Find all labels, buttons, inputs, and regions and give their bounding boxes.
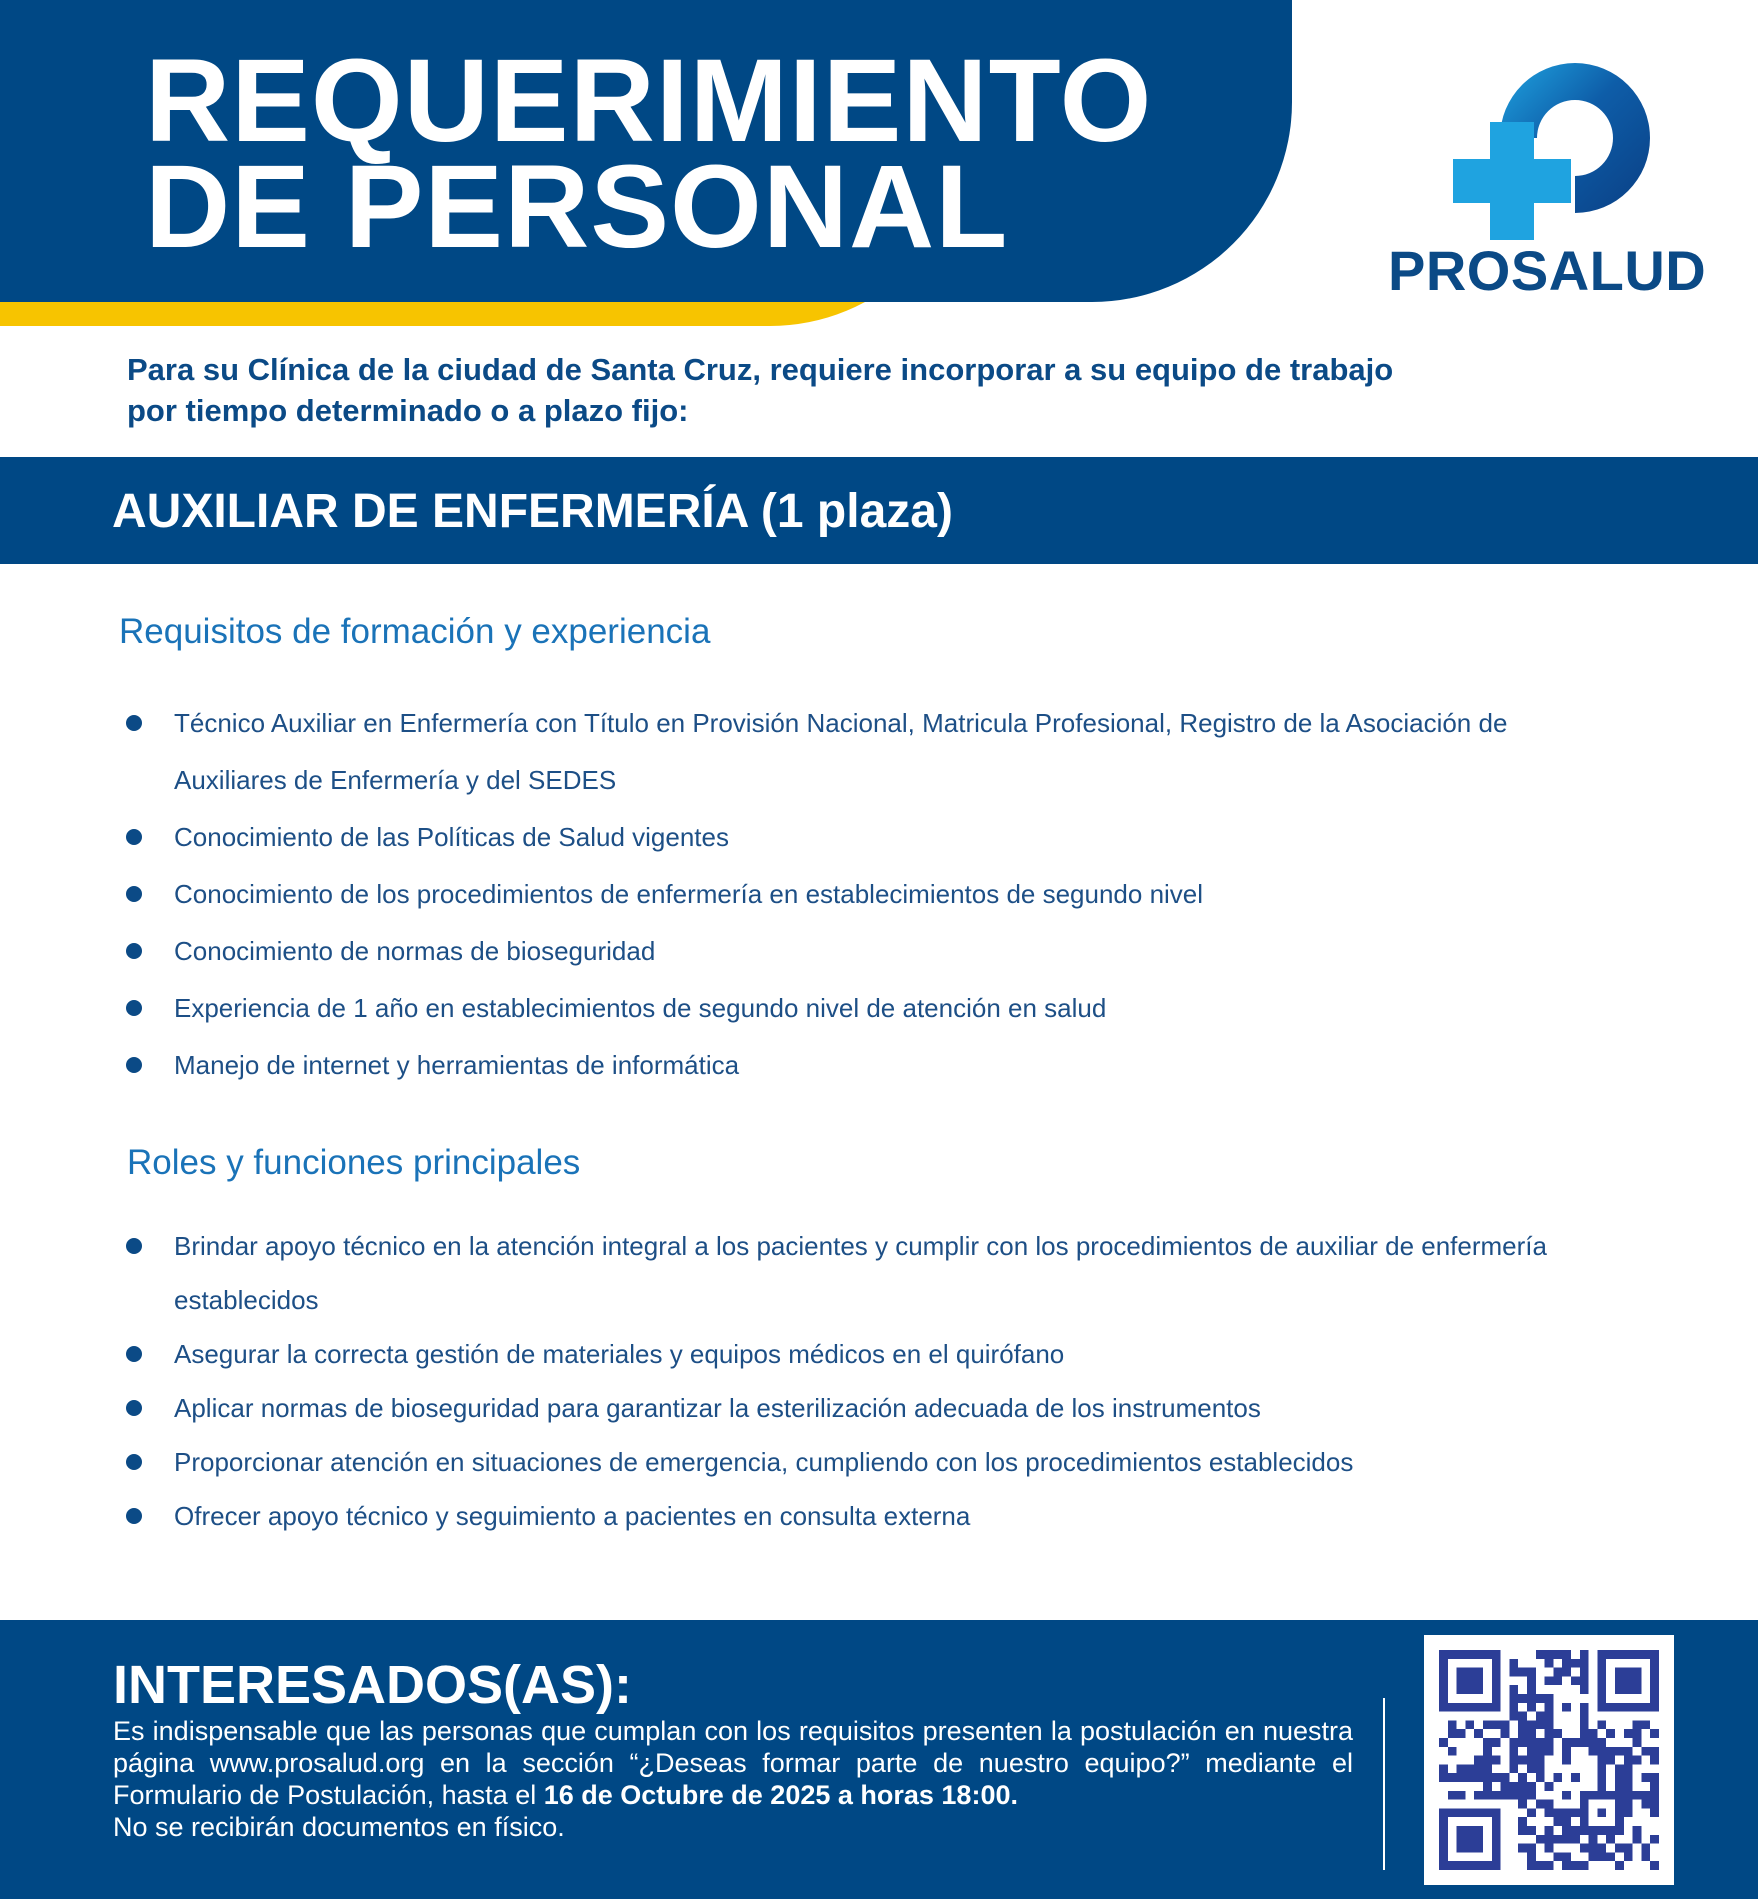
bullet-icon: [126, 886, 142, 902]
list-item-text: Experiencia de 1 año en establecimientos de segundo nivel de atención en salud: [174, 993, 1107, 1023]
roles-heading: Roles y funciones principales: [127, 1143, 581, 1182]
list-item: [120, 1381, 1560, 1435]
list-item: [120, 1037, 1560, 1094]
list-item-text: Conocimiento de los procedimientos de enfermería en establecimientos de segundo nivel: [174, 879, 1204, 909]
application-instructions: [113, 1715, 1353, 1843]
bullet-icon: [126, 715, 142, 731]
intro-text: [127, 349, 1427, 431]
list-item: [120, 866, 1560, 923]
roles-list: [120, 1219, 1560, 1543]
list-item: [120, 1435, 1560, 1489]
list-item: [120, 1327, 1560, 1381]
list-item-text: Manejo de internet y herramientas de informática: [174, 1050, 740, 1080]
list-item: [120, 923, 1560, 980]
list-item-text: Proporcionar atención en situaciones de emergencia, cumpliendo con los procedimientos establecidos: [174, 1447, 1354, 1477]
list-item: [120, 1489, 1560, 1543]
page-title-line-2: DE PERSONAL: [145, 141, 1009, 273]
bullet-icon: [126, 829, 142, 845]
page-title-line-1: REQUERIMIENTO: [145, 35, 1153, 167]
position-banner: [0, 457, 1758, 564]
bullet-icon: [126, 1508, 142, 1524]
bullet-icon: [126, 1238, 142, 1254]
footer-divider: [1383, 1698, 1385, 1870]
instructions-text: Es indispensable que las personas que cumplan con los requisitos presenten la postulación en nuestra página www.prosalud.org en la sección “¿Deseas formar parte de nuestro equipo?” mediante el Formulario de Postulación, hasta el: [113, 1716, 1353, 1810]
list-item-text: Conocimiento de las Políticas de Salud vigentes: [174, 822, 729, 852]
qr-code-icon: [1439, 1650, 1659, 1870]
bullet-icon: [126, 1400, 142, 1416]
bullet-icon: [126, 1346, 142, 1362]
page-title: [145, 35, 1153, 273]
requirements-list: [120, 695, 1560, 1094]
list-item: [120, 695, 1560, 809]
logo-wordmark: PROSALUD: [1388, 239, 1707, 302]
qr-code[interactable]: [1424, 1635, 1674, 1885]
bullet-icon: [126, 1454, 142, 1470]
deadline-text: 16 de Octubre de 2025 a horas 18:00.: [543, 1780, 1018, 1810]
bullet-icon: [126, 1000, 142, 1016]
bullet-icon: [126, 943, 142, 959]
list-item-text: Brindar apoyo técnico en la atención integral a los pacientes y cumplir con los procedimientos de auxiliar de enfermería establecidos: [174, 1231, 1547, 1315]
no-physical-docs-note: No se recibirán documentos en físico.: [113, 1812, 565, 1842]
list-item: [120, 1219, 1560, 1327]
intro-line-1: Para su Clínica de la ciudad de Santa Cruz, requiere incorporar a su equipo de trabajo: [127, 352, 1394, 387]
list-item: [120, 980, 1560, 1037]
bullet-icon: [126, 1057, 142, 1073]
list-item-text: Asegurar la correcta gestión de materiales y equipos médicos en el quirófano: [174, 1339, 1065, 1369]
position-title: AUXILIAR DE ENFERMERÍA (1 plaza): [112, 485, 953, 538]
prosalud-cross-p-icon: [1440, 52, 1680, 242]
list-item: [120, 809, 1560, 866]
list-item-text: Conocimiento de normas de bioseguridad: [174, 936, 656, 966]
list-item-text: Ofrecer apoyo técnico y seguimiento a pacientes en consulta externa: [174, 1501, 971, 1531]
intro-line-2: por tiempo determinado o a plazo fijo:: [127, 393, 689, 428]
requirements-heading: Requisitos de formación y experiencia: [119, 612, 711, 651]
footer: [0, 1620, 1758, 1899]
footer-title: INTERESADOS(AS):: [113, 1655, 633, 1715]
list-item-text: Técnico Auxiliar en Enfermería con Título en Provisión Nacional, Matricula Profesional, Registro de la Asociación de Auxiliares de Enfermería y del SEDES: [174, 708, 1508, 795]
list-item-text: Aplicar normas de bioseguridad para garantizar la esterilización adecuada de los instrumentos: [174, 1393, 1261, 1423]
